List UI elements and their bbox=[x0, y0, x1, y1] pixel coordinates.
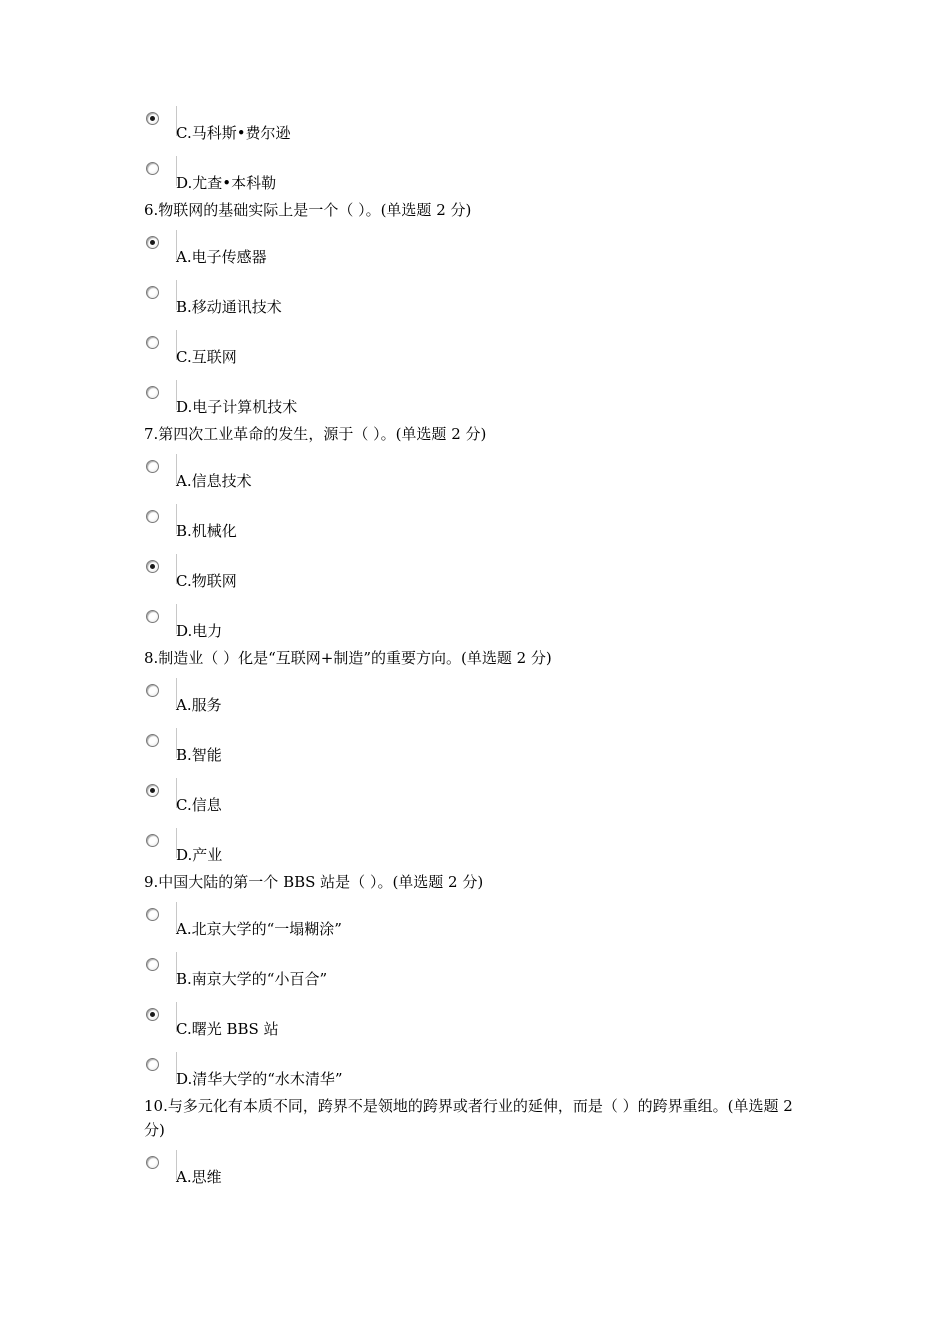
radio-unchecked-icon[interactable] bbox=[146, 834, 159, 847]
radio-unchecked-icon[interactable] bbox=[146, 510, 159, 523]
option-label: A.信息技术 bbox=[176, 472, 252, 490]
radio-option[interactable] bbox=[143, 952, 177, 982]
radio-option[interactable] bbox=[143, 1002, 177, 1032]
radio-unchecked-icon[interactable] bbox=[146, 1058, 159, 1071]
radio-option[interactable] bbox=[143, 902, 177, 932]
radio-unchecked-icon[interactable] bbox=[146, 610, 159, 623]
option-label: D.清华大学的“水木清华” bbox=[176, 1070, 343, 1088]
option-label: B.移动通讯技术 bbox=[176, 298, 282, 316]
option-label: A.电子传感器 bbox=[176, 248, 267, 266]
radio-checked-icon[interactable] bbox=[146, 236, 159, 249]
radio-option[interactable] bbox=[143, 380, 177, 410]
radio-unchecked-icon[interactable] bbox=[146, 908, 159, 921]
radio-option[interactable] bbox=[143, 778, 177, 808]
radio-option[interactable] bbox=[143, 280, 177, 310]
question-text: 6.物联网的基础实际上是一个（ ）。(单选题 2 分) bbox=[144, 201, 472, 219]
question-text: 9.中国大陆的第一个 BBS 站是（ ）。(单选题 2 分) bbox=[144, 873, 484, 891]
radio-option[interactable] bbox=[143, 504, 177, 534]
radio-unchecked-icon[interactable] bbox=[146, 684, 159, 697]
option-label: A.思维 bbox=[176, 1168, 222, 1186]
radio-unchecked-icon[interactable] bbox=[146, 162, 159, 175]
radio-option[interactable] bbox=[143, 554, 177, 584]
radio-option[interactable] bbox=[143, 330, 177, 360]
radio-unchecked-icon[interactable] bbox=[146, 336, 159, 349]
option-label: D.电子计算机技术 bbox=[176, 398, 298, 416]
radio-option[interactable] bbox=[143, 828, 177, 858]
option-label: B.智能 bbox=[176, 746, 222, 764]
option-label: A.北京大学的“一塌糊涂” bbox=[176, 920, 342, 938]
option-label: C.互联网 bbox=[176, 348, 237, 366]
radio-option[interactable] bbox=[143, 604, 177, 634]
option-label: D.电力 bbox=[176, 622, 223, 640]
option-label: C.马科斯•费尔逊 bbox=[176, 124, 291, 142]
question-text: 7.第四次工业革命的发生，源于（ ）。(单选题 2 分) bbox=[144, 425, 487, 443]
radio-unchecked-icon[interactable] bbox=[146, 286, 159, 299]
question-text: 10.与多元化有本质不同，跨界不是领地的跨界或者行业的延伸，而是（ ）的跨界重组。(单选题 2 分) bbox=[144, 1097, 793, 1139]
radio-unchecked-icon[interactable] bbox=[146, 386, 159, 399]
radio-option[interactable] bbox=[143, 1150, 177, 1180]
radio-option[interactable] bbox=[143, 1052, 177, 1082]
radio-unchecked-icon[interactable] bbox=[146, 958, 159, 971]
radio-option[interactable] bbox=[143, 230, 177, 260]
radio-unchecked-icon[interactable] bbox=[146, 460, 159, 473]
option-label: C.物联网 bbox=[176, 572, 237, 590]
option-label: C.曙光 BBS 站 bbox=[176, 1020, 279, 1038]
radio-checked-icon[interactable] bbox=[146, 112, 159, 125]
radio-checked-icon[interactable] bbox=[146, 1008, 159, 1021]
radio-checked-icon[interactable] bbox=[146, 784, 159, 797]
radio-option[interactable] bbox=[143, 156, 177, 186]
radio-unchecked-icon[interactable] bbox=[146, 734, 159, 747]
option-label: C.信息 bbox=[176, 796, 222, 814]
radio-option[interactable] bbox=[143, 106, 177, 136]
radio-option[interactable] bbox=[143, 678, 177, 708]
radio-option[interactable] bbox=[143, 728, 177, 758]
radio-checked-icon[interactable] bbox=[146, 560, 159, 573]
option-label: B.南京大学的“小百合” bbox=[176, 970, 328, 988]
radio-unchecked-icon[interactable] bbox=[146, 1156, 159, 1169]
option-label: B.机械化 bbox=[176, 522, 237, 540]
question-text: 8.制造业（ ）化是“互联网+制造”的重要方向。(单选题 2 分) bbox=[144, 649, 552, 667]
option-label: D.产业 bbox=[176, 846, 223, 864]
radio-option[interactable] bbox=[143, 454, 177, 484]
option-label: D.尤查•本科勒 bbox=[176, 174, 277, 192]
option-label: A.服务 bbox=[176, 696, 222, 714]
